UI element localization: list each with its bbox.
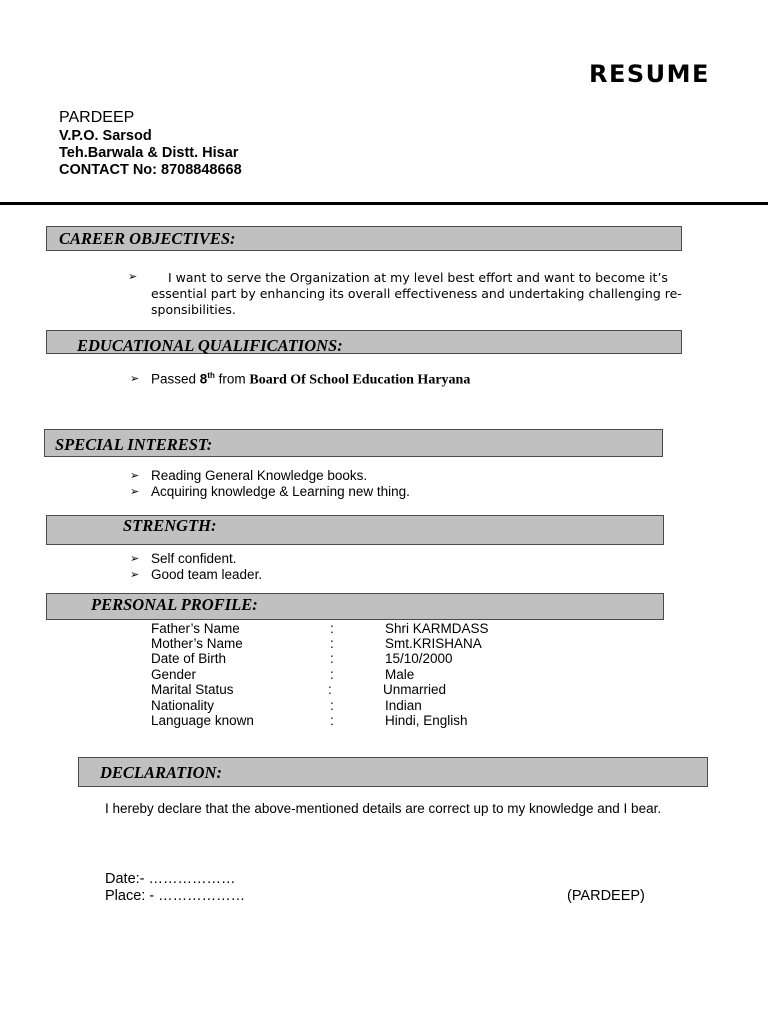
bullet-arrow-icon: ➢ (130, 553, 140, 565)
profile-value: Hindi, English (385, 713, 468, 728)
place-field: Place: - ……………… (105, 888, 246, 904)
education-heading: EDUCATIONAL QUALIFICATIONS: (77, 336, 343, 355)
contact-number: CONTACT No: 8708848668 (59, 162, 242, 178)
bullet-arrow-icon: ➢ (130, 569, 140, 581)
strength-item: Self confident. (151, 551, 237, 566)
profile-label: Mother’s Name (151, 636, 243, 651)
interest-item: Acquiring knowledge & Learning new thing. (151, 484, 410, 499)
personal-profile-heading: PERSONAL PROFILE: (91, 595, 258, 614)
bullet-arrow-icon: ➢ (128, 271, 138, 283)
bullet-arrow-icon: ➢ (130, 486, 140, 498)
profile-value: Indian (385, 698, 422, 713)
profile-separator: : (330, 636, 334, 651)
profile-value: Smt.KRISHANA (385, 636, 482, 651)
profile-separator: : (330, 698, 334, 713)
profile-separator: : (328, 682, 332, 697)
profile-label: Nationality (151, 698, 215, 713)
document-title: RESUME (589, 60, 710, 88)
profile-label: Language known (151, 713, 254, 728)
profile-separator: : (330, 713, 334, 728)
profile-value: 15/10/2000 (385, 651, 453, 666)
declaration-heading: DECLARATION: (100, 763, 222, 782)
bullet-arrow-icon: ➢ (130, 470, 140, 482)
education-item: Passed 8th from Board Of School Education Haryana (151, 371, 471, 388)
profile-value: Male (385, 667, 415, 682)
strength-heading: STRENGTH: (123, 516, 217, 535)
profile-label: Date of Birth (151, 651, 227, 666)
profile-value: Unmarried (383, 682, 447, 697)
bullet-arrow-icon: ➢ (130, 373, 140, 385)
profile-label: Father’s Name (151, 621, 240, 636)
career-objectives-heading: CAREER OBJECTIVES: (59, 229, 236, 248)
career-objective-text: I want to serve the Organization at my level best effort and want to become it’s essential part by enhancing its overall effectiveness and undertaking challenging re- sponsibilities. (151, 270, 682, 317)
profile-separator: : (330, 651, 334, 666)
profile-label: Gender (151, 667, 197, 682)
signature-name: (PARDEEP) (567, 888, 645, 904)
header-divider (0, 202, 768, 205)
address-line-1: V.P.O. Sarsod (59, 128, 152, 144)
declaration-text: I hereby declare that the above-mentioned details are correct up to my knowledge and I bear. (105, 801, 662, 816)
special-interest-heading: SPECIAL INTEREST: (55, 435, 213, 454)
address-line-2: Teh.Barwala & Distt. Hisar (59, 145, 239, 161)
profile-value: Shri KARMDASS (385, 621, 489, 636)
date-field: Date:- ……………… (105, 871, 236, 887)
profile-label: Marital Status (151, 682, 234, 697)
profile-separator: : (330, 621, 334, 636)
candidate-name: PARDEEP (59, 109, 135, 126)
interest-item: Reading General Knowledge books. (151, 468, 368, 483)
strength-item: Good team leader. (151, 567, 263, 582)
profile-separator: : (330, 667, 334, 682)
